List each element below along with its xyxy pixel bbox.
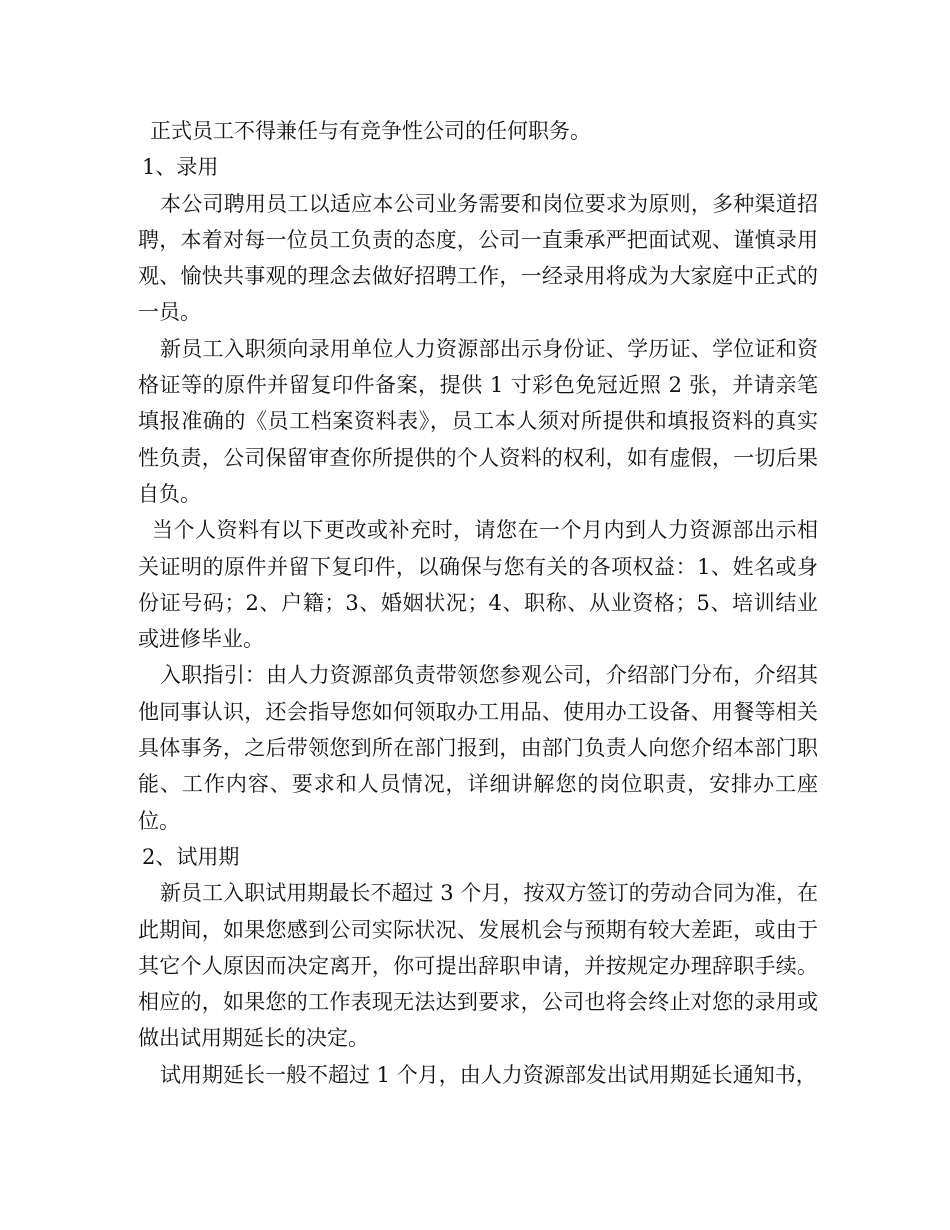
paragraph-probation-extension: 试用期延长一般不超过 1 个月，由人力资源部发出试用期延长通知书， — [160, 1062, 817, 1087]
paragraph-hiring-principle: 本公司聘用员工以适应本公司业务需要和岗位要求为原则，多种渠道招聘，本着对每一位员工负责的态度，公司一直秉承严把面试观、谨慎录用观、愉快共事观的理念去做好招聘工作，一经录用将成为大家庭中正式的一员。 — [138, 191, 818, 325]
document-body — [138, 113, 818, 1093]
paragraph-personal-info-changes: 当个人资料有以下更改或补充时，请您在一个月内到人力资源部出示相关证明的原件并留下复印件，以确保与您有关的各项权益：1、姓名或身份证号码；2、户籍；3、婚姻状况；4、职称、从业资格；5、培训结业或进修毕业。 — [138, 518, 818, 652]
paragraph-onboarding-guide: 入职指引：由人力资源部负责带领您参观公司，介绍部门分布，介绍其他同事认识，还会指导您如何领取办工用品、使用办工设备、用餐等相关具体事务，之后带领您到所在部门报到，由部门负责人向您介绍本部门职能、工作内容、要求和人员情况，详细讲解您的岗位职责，安排办工座位。 — [138, 663, 818, 833]
section-heading-probation: 2、试用期 — [142, 844, 240, 869]
section-heading-hiring: 1、录用 — [142, 155, 219, 180]
paragraph-onboarding-documents: 新员工入职须向录用单位人力资源部出示身份证、学历证、学位证和资格证等的原件并留复印件备案，提供 1 寸彩色免冠近照 2 张，并请亲笔填报准确的《员工档案资料表》，员工本人须对所提供和填报资料的真实性负责，公司保留审查你所提供的个人资料的权利，如有虚假，一切后果自负。 — [138, 336, 818, 506]
paragraph-probation-period: 新员工入职试用期最长不超过 3 个月，按双方签订的劳动合同为准，在此期间，如果您感到公司实际状况、发展机会与预期有较大差距，或由于其它个人原因而决定离开，你可提出辞职申请，并按规定办理辞职手续。相应的，如果您的工作表现无法达到要求，公司也将会终止对您的录用或做出试用期延长的决定。 — [138, 881, 818, 1051]
paragraph-no-competing-jobs: 正式员工不得兼任与有竞争性公司的任何职务。 — [150, 119, 591, 143]
